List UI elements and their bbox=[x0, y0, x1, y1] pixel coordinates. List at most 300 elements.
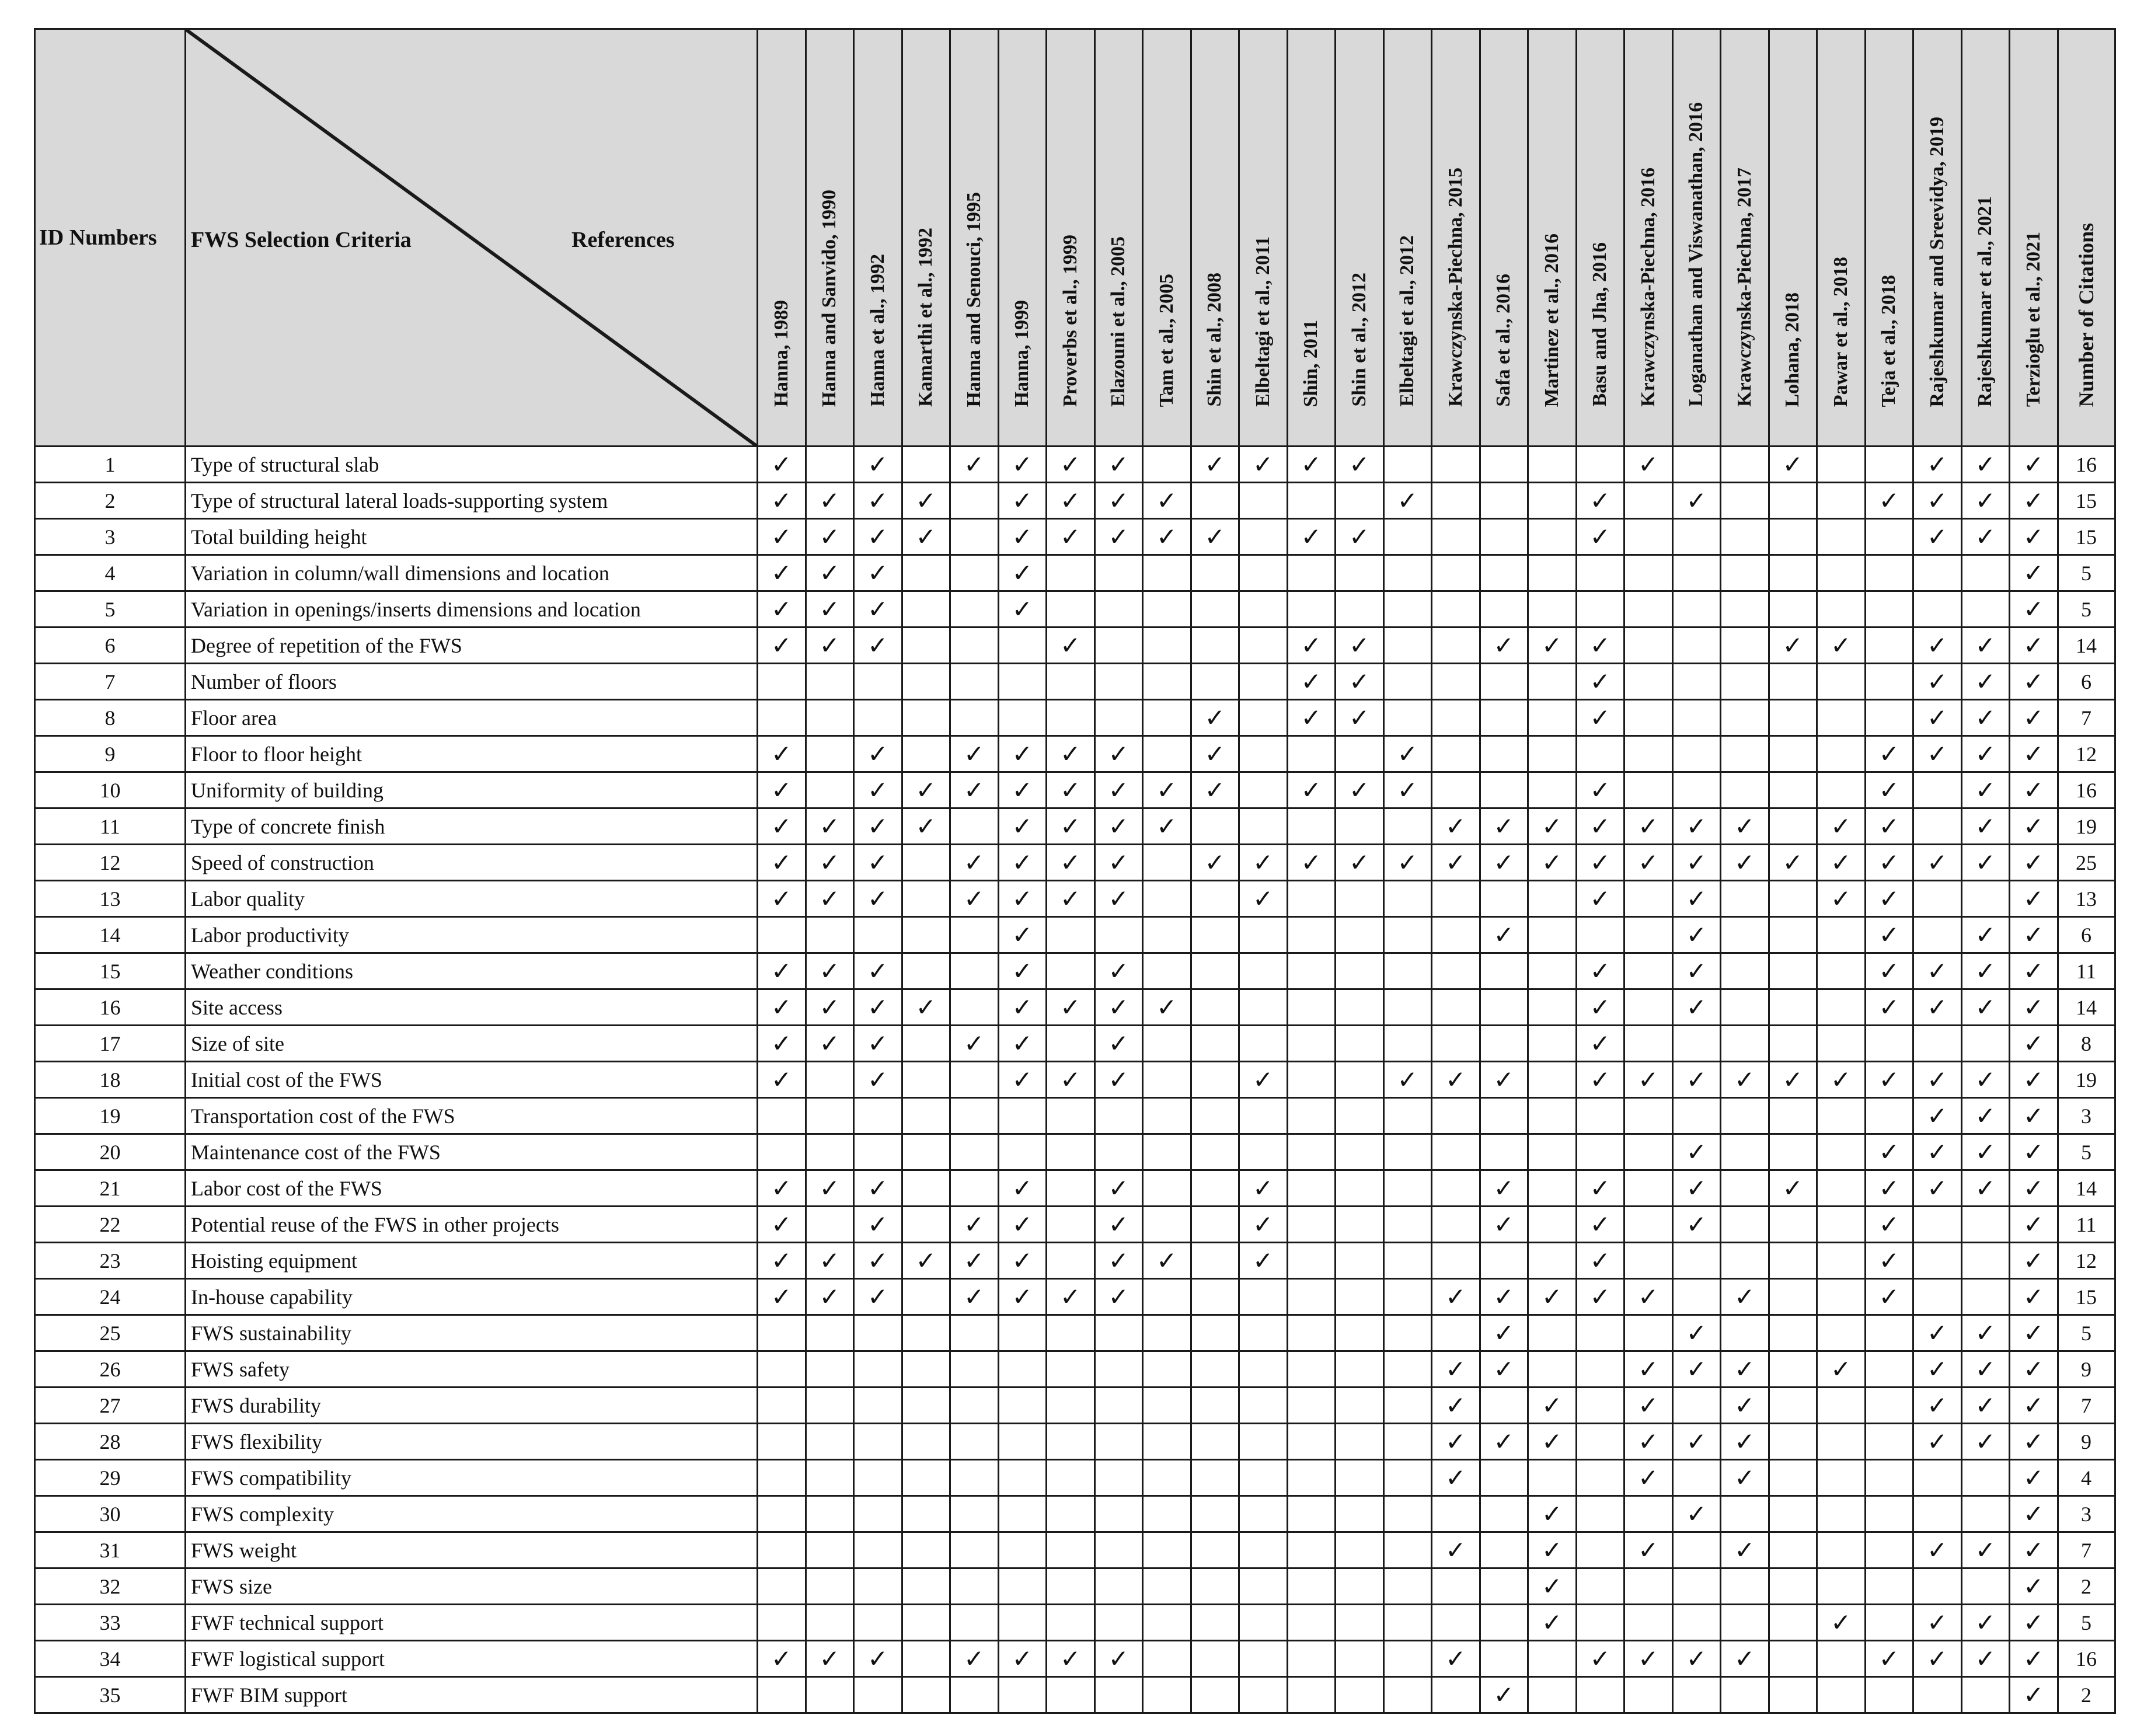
citation-cell bbox=[1769, 483, 1817, 519]
citation-cell bbox=[1672, 1315, 1721, 1351]
checkmark-icon: ✓ bbox=[1301, 703, 1322, 732]
checkmark-icon: ✓ bbox=[771, 1174, 792, 1202]
citation-cell bbox=[1094, 1098, 1143, 1134]
citation-cell bbox=[1961, 1496, 2010, 1532]
citation-cell bbox=[1094, 1496, 1143, 1532]
citation-count: 5 bbox=[2058, 1605, 2115, 1641]
checkmark-icon: ✓ bbox=[1638, 1282, 1659, 1311]
citation-cell bbox=[1624, 1243, 1673, 1279]
citation-cell bbox=[758, 953, 806, 989]
citation-cell bbox=[1191, 1098, 1239, 1134]
citation-cell bbox=[1191, 1677, 1239, 1713]
criterion-cell: Transportation cost of the FWS bbox=[186, 1098, 758, 1134]
citation-cell bbox=[1769, 1207, 1817, 1243]
checkmark-icon: ✓ bbox=[1831, 1608, 1852, 1637]
checkmark-icon: ✓ bbox=[771, 1029, 792, 1058]
citation-cell bbox=[854, 1134, 902, 1170]
citation-cell bbox=[1239, 772, 1288, 808]
checkmark-icon: ✓ bbox=[867, 1029, 888, 1058]
citation-count: 11 bbox=[2058, 953, 2115, 989]
checkmark-icon: ✓ bbox=[1975, 631, 1996, 660]
citation-cell bbox=[1865, 808, 1913, 845]
citation-cell bbox=[1672, 1134, 1721, 1170]
citation-cell bbox=[806, 1279, 854, 1315]
citation-cell bbox=[854, 555, 902, 591]
checkmark-icon: ✓ bbox=[1638, 1463, 1659, 1492]
citation-cell bbox=[1191, 1424, 1239, 1460]
citation-cell bbox=[2010, 591, 2058, 628]
checkmark-icon: ✓ bbox=[2023, 667, 2044, 696]
table-row bbox=[35, 881, 2115, 917]
citation-count: 8 bbox=[2058, 1026, 2115, 1062]
citation-cell bbox=[1239, 591, 1288, 628]
criterion-cell: Type of structural lateral loads-supporting system bbox=[186, 483, 758, 519]
citation-cell bbox=[758, 591, 806, 628]
citation-cell bbox=[1721, 1026, 1769, 1062]
citation-cell bbox=[1432, 881, 1480, 917]
citation-cell bbox=[1817, 1641, 1866, 1677]
criterion-cell: Weather conditions bbox=[186, 953, 758, 989]
citation-cell bbox=[1239, 1460, 1288, 1496]
citation-cell bbox=[1576, 1170, 1624, 1207]
citation-cell bbox=[1817, 1424, 1866, 1460]
citation-cell bbox=[854, 483, 902, 519]
citation-cell bbox=[806, 1605, 854, 1641]
checkmark-icon: ✓ bbox=[2023, 776, 2044, 804]
citation-cell bbox=[1143, 1170, 1191, 1207]
checkmark-icon: ✓ bbox=[1589, 776, 1610, 804]
checkmark-icon: ✓ bbox=[1831, 884, 1852, 913]
citation-cell bbox=[998, 664, 1047, 700]
citation-cell bbox=[1047, 1351, 1095, 1388]
checkmark-icon: ✓ bbox=[1734, 1391, 1755, 1420]
citation-cell bbox=[806, 772, 854, 808]
citation-cell bbox=[902, 1388, 950, 1424]
citation-cell bbox=[1480, 881, 1528, 917]
citation-cell bbox=[1721, 555, 1769, 591]
citation-cell bbox=[998, 1207, 1047, 1243]
checkmark-icon: ✓ bbox=[819, 1644, 840, 1673]
table-row bbox=[35, 483, 2115, 519]
citation-cell bbox=[806, 1026, 854, 1062]
row-id: 15 bbox=[35, 953, 186, 989]
citation-cell bbox=[1865, 989, 1913, 1026]
citation-cell bbox=[950, 1134, 999, 1170]
citation-cell bbox=[1913, 917, 1962, 953]
citation-cell bbox=[1769, 989, 1817, 1026]
citation-cell bbox=[1624, 1207, 1673, 1243]
checkmark-icon: ✓ bbox=[1589, 1246, 1610, 1275]
citation-cell bbox=[854, 591, 902, 628]
citation-cell bbox=[1432, 1098, 1480, 1134]
citation-cell bbox=[1817, 1315, 1866, 1351]
citation-cell bbox=[1769, 1243, 1817, 1279]
citation-cell bbox=[1191, 1532, 1239, 1568]
citation-cell bbox=[1480, 1496, 1528, 1532]
checkmark-icon: ✓ bbox=[1156, 522, 1177, 551]
citation-count: 14 bbox=[2058, 1170, 2115, 1207]
citation-cell bbox=[1672, 483, 1721, 519]
citation-cell bbox=[950, 664, 999, 700]
checkmark-icon: ✓ bbox=[1975, 1644, 1996, 1673]
citation-cell bbox=[1432, 591, 1480, 628]
citation-cell bbox=[1191, 1243, 1239, 1279]
citation-cell bbox=[1528, 483, 1577, 519]
citation-cell bbox=[1094, 664, 1143, 700]
citation-cell bbox=[1191, 1460, 1239, 1496]
citation-cell bbox=[1672, 1279, 1721, 1315]
citation-cell bbox=[1721, 1424, 1769, 1460]
checkmark-icon: ✓ bbox=[1927, 1138, 1948, 1166]
checkmark-icon: ✓ bbox=[1589, 884, 1610, 913]
citation-cell bbox=[950, 1641, 999, 1677]
citation-cell bbox=[1094, 1243, 1143, 1279]
citation-cell bbox=[1865, 772, 1913, 808]
citation-cell bbox=[758, 1062, 806, 1098]
citation-cell bbox=[758, 772, 806, 808]
citation-cell bbox=[1817, 1568, 1866, 1605]
citation-cell bbox=[1480, 808, 1528, 845]
citation-cell bbox=[1672, 1388, 1721, 1424]
citation-cell bbox=[1721, 1243, 1769, 1279]
checkmark-icon: ✓ bbox=[1253, 848, 1274, 877]
checkmark-icon: ✓ bbox=[915, 993, 936, 1022]
reference-label: Elazouni et al., 2005 bbox=[1107, 236, 1130, 407]
citation-cell bbox=[1047, 1496, 1095, 1532]
citation-cell bbox=[854, 1026, 902, 1062]
citation-cell bbox=[1672, 1098, 1721, 1134]
citation-cell bbox=[1576, 664, 1624, 700]
reference-label: Pawar et al., 2018 bbox=[1829, 256, 1852, 407]
citation-cell bbox=[1865, 555, 1913, 591]
citation-cell bbox=[1865, 1170, 1913, 1207]
citation-cell bbox=[1094, 483, 1143, 519]
checkmark-icon: ✓ bbox=[2023, 848, 2044, 877]
citation-cell bbox=[2010, 555, 2058, 591]
criterion-cell: Speed of construction bbox=[186, 845, 758, 881]
citation-cell bbox=[1432, 664, 1480, 700]
checkmark-icon: ✓ bbox=[1493, 1427, 1514, 1456]
citation-cell bbox=[1143, 808, 1191, 845]
citation-cell bbox=[1913, 1170, 1962, 1207]
citation-cell bbox=[1624, 808, 1673, 845]
citation-cell bbox=[1143, 917, 1191, 953]
checkmark-icon: ✓ bbox=[1638, 1355, 1659, 1383]
citation-cell bbox=[806, 1243, 854, 1279]
citation-cell bbox=[1383, 664, 1432, 700]
citation-cell bbox=[1865, 519, 1913, 555]
checkmark-icon: ✓ bbox=[964, 740, 985, 768]
citation-cell bbox=[1287, 881, 1336, 917]
row-id: 22 bbox=[35, 1207, 186, 1243]
citation-cell bbox=[854, 1098, 902, 1134]
citation-cell bbox=[758, 1388, 806, 1424]
checkmark-icon: ✓ bbox=[1975, 1319, 1996, 1347]
row-id: 8 bbox=[35, 700, 186, 736]
citation-cell bbox=[1913, 1496, 1962, 1532]
citation-cell bbox=[1480, 1062, 1528, 1098]
citation-cell bbox=[1480, 1605, 1528, 1641]
citation-cell bbox=[998, 555, 1047, 591]
checkmark-icon: ✓ bbox=[2023, 957, 2044, 985]
citation-count: 2 bbox=[2058, 1568, 2115, 1605]
checkmark-icon: ✓ bbox=[1878, 1282, 1899, 1311]
checkmark-icon: ✓ bbox=[1156, 1246, 1177, 1275]
citation-cell bbox=[1624, 700, 1673, 736]
row-id: 10 bbox=[35, 772, 186, 808]
citation-cell bbox=[1094, 555, 1143, 591]
table-row bbox=[35, 1641, 2115, 1677]
citation-cell bbox=[998, 700, 1047, 736]
checkmark-icon: ✓ bbox=[1734, 1644, 1755, 1673]
checkmark-icon: ✓ bbox=[1253, 1246, 1274, 1275]
checkmark-icon: ✓ bbox=[1686, 993, 1707, 1022]
checkmark-icon: ✓ bbox=[1204, 450, 1225, 479]
checkmark-icon: ✓ bbox=[1349, 631, 1370, 660]
checkmark-icon: ✓ bbox=[819, 1246, 840, 1275]
citation-cell bbox=[2010, 519, 2058, 555]
citation-cell bbox=[758, 1279, 806, 1315]
row-id: 3 bbox=[35, 519, 186, 555]
citation-cell bbox=[1047, 1460, 1095, 1496]
citation-cell bbox=[1383, 483, 1432, 519]
citation-cell bbox=[998, 953, 1047, 989]
citation-cell bbox=[1239, 1207, 1288, 1243]
citation-cell bbox=[1769, 1315, 1817, 1351]
table-row bbox=[35, 953, 2115, 989]
reference-header-1 bbox=[758, 29, 806, 447]
checkmark-icon: ✓ bbox=[1108, 1029, 1129, 1058]
checkmark-icon: ✓ bbox=[1975, 921, 1996, 949]
citation-cell bbox=[1913, 1424, 1962, 1460]
checkmark-icon: ✓ bbox=[1445, 1391, 1466, 1420]
citation-cell bbox=[1913, 772, 1962, 808]
checkmark-icon: ✓ bbox=[1012, 776, 1033, 804]
citation-cell bbox=[1047, 700, 1095, 736]
checkmark-icon: ✓ bbox=[1975, 1536, 1996, 1564]
citation-cell bbox=[1769, 953, 1817, 989]
citation-count: 16 bbox=[2058, 1641, 2115, 1677]
checkmark-icon: ✓ bbox=[771, 486, 792, 515]
citation-cell bbox=[1817, 628, 1866, 664]
citation-cell bbox=[1047, 591, 1095, 628]
citation-cell bbox=[950, 1279, 999, 1315]
checkmark-icon: ✓ bbox=[1542, 1282, 1563, 1311]
citation-cell bbox=[806, 1351, 854, 1388]
checkmark-icon: ✓ bbox=[1060, 450, 1081, 479]
citation-cell bbox=[758, 881, 806, 917]
citation-cell bbox=[1769, 447, 1817, 483]
checkmark-icon: ✓ bbox=[1108, 848, 1129, 877]
citation-cell bbox=[1961, 1677, 2010, 1713]
citation-cell bbox=[758, 917, 806, 953]
citation-cell bbox=[854, 519, 902, 555]
citation-cell bbox=[1913, 591, 1962, 628]
checkmark-icon: ✓ bbox=[2023, 522, 2044, 551]
table-row bbox=[35, 1243, 2115, 1279]
checkmark-icon: ✓ bbox=[915, 776, 936, 804]
reference-header-23 bbox=[1817, 29, 1866, 447]
citation-cell bbox=[1913, 1279, 1962, 1315]
citation-cell bbox=[1047, 1641, 1095, 1677]
checkmark-icon: ✓ bbox=[1734, 1282, 1755, 1311]
checkmark-icon: ✓ bbox=[2023, 1029, 2044, 1058]
reference-label: Hanna et al., 1992 bbox=[866, 254, 888, 407]
checkmark-icon: ✓ bbox=[1927, 1644, 1948, 1673]
citation-cell bbox=[1624, 591, 1673, 628]
checkmark-icon: ✓ bbox=[1589, 522, 1610, 551]
citation-cell bbox=[950, 1424, 999, 1460]
checkmark-icon: ✓ bbox=[1012, 559, 1033, 587]
row-id: 17 bbox=[35, 1026, 186, 1062]
checkmark-icon: ✓ bbox=[1975, 993, 1996, 1022]
citation-cell bbox=[1817, 447, 1866, 483]
citation-cell bbox=[1817, 1496, 1866, 1532]
checkmark-icon: ✓ bbox=[1686, 957, 1707, 985]
citation-cell bbox=[950, 447, 999, 483]
reference-header-22 bbox=[1769, 29, 1817, 447]
checkmark-icon: ✓ bbox=[1878, 1065, 1899, 1094]
checkmark-icon: ✓ bbox=[1878, 812, 1899, 841]
checkmark-icon: ✓ bbox=[1542, 1572, 1563, 1601]
checkmark-icon: ✓ bbox=[1975, 740, 1996, 768]
citation-cell bbox=[1336, 1062, 1384, 1098]
criterion-cell: Hoisting equipment bbox=[186, 1243, 758, 1279]
citation-cell bbox=[1191, 881, 1239, 917]
citation-cell bbox=[1336, 1351, 1384, 1388]
checkmark-icon: ✓ bbox=[2023, 1463, 2044, 1492]
citation-cell bbox=[1287, 1677, 1336, 1713]
checkmark-icon: ✓ bbox=[1108, 957, 1129, 985]
checkmark-icon: ✓ bbox=[2023, 740, 2044, 768]
citation-cell bbox=[902, 447, 950, 483]
checkmark-icon: ✓ bbox=[1975, 1065, 1996, 1094]
citation-cell bbox=[1287, 483, 1336, 519]
table-row bbox=[35, 845, 2115, 881]
citation-cell bbox=[758, 700, 806, 736]
row-id: 29 bbox=[35, 1460, 186, 1496]
row-id: 16 bbox=[35, 989, 186, 1026]
citation-cell bbox=[1047, 1062, 1095, 1098]
row-id: 11 bbox=[35, 808, 186, 845]
checkmark-icon: ✓ bbox=[2023, 1246, 2044, 1275]
citation-cell bbox=[2010, 1134, 2058, 1170]
citation-cell bbox=[1865, 1243, 1913, 1279]
citation-cell bbox=[758, 845, 806, 881]
reference-header-27 bbox=[2010, 29, 2058, 447]
citation-cell bbox=[1961, 953, 2010, 989]
checkmark-icon: ✓ bbox=[867, 993, 888, 1022]
citation-cell bbox=[1769, 1279, 1817, 1315]
citation-cell bbox=[1913, 555, 1962, 591]
checkmark-icon: ✓ bbox=[1493, 848, 1514, 877]
citation-cell bbox=[1336, 845, 1384, 881]
citation-cell bbox=[1721, 1351, 1769, 1388]
checkmark-icon: ✓ bbox=[1493, 1210, 1514, 1239]
citation-cell bbox=[1480, 917, 1528, 953]
citation-cell bbox=[902, 1098, 950, 1134]
citation-count: 11 bbox=[2058, 1207, 2115, 1243]
citation-cell bbox=[1576, 808, 1624, 845]
citation-cell bbox=[1817, 772, 1866, 808]
checkmark-icon: ✓ bbox=[1542, 1608, 1563, 1637]
citation-cell bbox=[1143, 989, 1191, 1026]
citation-cell bbox=[1094, 1424, 1143, 1460]
citation-cell bbox=[1094, 1641, 1143, 1677]
checkmark-icon: ✓ bbox=[1108, 450, 1129, 479]
checkmark-icon: ✓ bbox=[1975, 1138, 1996, 1166]
citation-cell bbox=[2010, 1315, 2058, 1351]
citation-cell bbox=[1047, 772, 1095, 808]
citation-cell bbox=[1769, 1496, 1817, 1532]
citation-cell bbox=[1769, 1170, 1817, 1207]
citation-cell bbox=[1672, 555, 1721, 591]
citation-cell bbox=[1961, 845, 2010, 881]
citation-cell bbox=[1817, 1388, 1866, 1424]
checkmark-icon: ✓ bbox=[1831, 1355, 1852, 1383]
checkmark-icon: ✓ bbox=[2023, 486, 2044, 515]
citation-cell bbox=[1432, 628, 1480, 664]
citation-cell bbox=[1047, 1532, 1095, 1568]
citation-cell bbox=[1287, 1243, 1336, 1279]
checkmark-icon: ✓ bbox=[1012, 1644, 1033, 1673]
checkmark-icon: ✓ bbox=[1349, 848, 1370, 877]
citation-cell bbox=[854, 1279, 902, 1315]
criterion-cell: FWS durability bbox=[186, 1388, 758, 1424]
table-row bbox=[35, 989, 2115, 1026]
citation-cell bbox=[998, 1424, 1047, 1460]
citation-cell bbox=[1817, 1134, 1866, 1170]
citation-cell bbox=[1432, 1134, 1480, 1170]
row-id: 12 bbox=[35, 845, 186, 881]
citation-cell bbox=[1143, 736, 1191, 772]
checkmark-icon: ✓ bbox=[1589, 1065, 1610, 1094]
citation-cell bbox=[1383, 736, 1432, 772]
citation-cell bbox=[1576, 1605, 1624, 1641]
citation-cell bbox=[1913, 989, 1962, 1026]
citation-cell bbox=[1817, 1279, 1866, 1315]
checkmark-icon: ✓ bbox=[867, 1065, 888, 1094]
citation-cell bbox=[1383, 1026, 1432, 1062]
checkmark-icon: ✓ bbox=[1301, 776, 1322, 804]
checkmark-icon: ✓ bbox=[2023, 993, 2044, 1022]
citation-cell bbox=[1239, 447, 1288, 483]
citation-count: 16 bbox=[2058, 447, 2115, 483]
citation-cell bbox=[950, 519, 999, 555]
reference-header-4 bbox=[902, 29, 950, 447]
citation-cell bbox=[902, 1134, 950, 1170]
checkmark-icon: ✓ bbox=[1734, 812, 1755, 841]
citation-cell bbox=[1672, 664, 1721, 700]
citation-cell bbox=[1528, 555, 1577, 591]
citation-cell bbox=[1961, 447, 2010, 483]
checkmark-icon: ✓ bbox=[819, 812, 840, 841]
citation-cell bbox=[1865, 953, 1913, 989]
citation-cell bbox=[1817, 917, 1866, 953]
citation-cell bbox=[1624, 1315, 1673, 1351]
citation-cell bbox=[1336, 989, 1384, 1026]
citation-cell bbox=[1287, 447, 1336, 483]
criterion-cell: Site access bbox=[186, 989, 758, 1026]
checkmark-icon: ✓ bbox=[1108, 1644, 1129, 1673]
citation-cell bbox=[1239, 519, 1288, 555]
citation-cell bbox=[1769, 917, 1817, 953]
citation-count: 9 bbox=[2058, 1351, 2115, 1388]
citation-cell bbox=[1480, 989, 1528, 1026]
criterion-cell: Floor to floor height bbox=[186, 736, 758, 772]
citation-cell bbox=[1287, 989, 1336, 1026]
citation-cell bbox=[2010, 483, 2058, 519]
